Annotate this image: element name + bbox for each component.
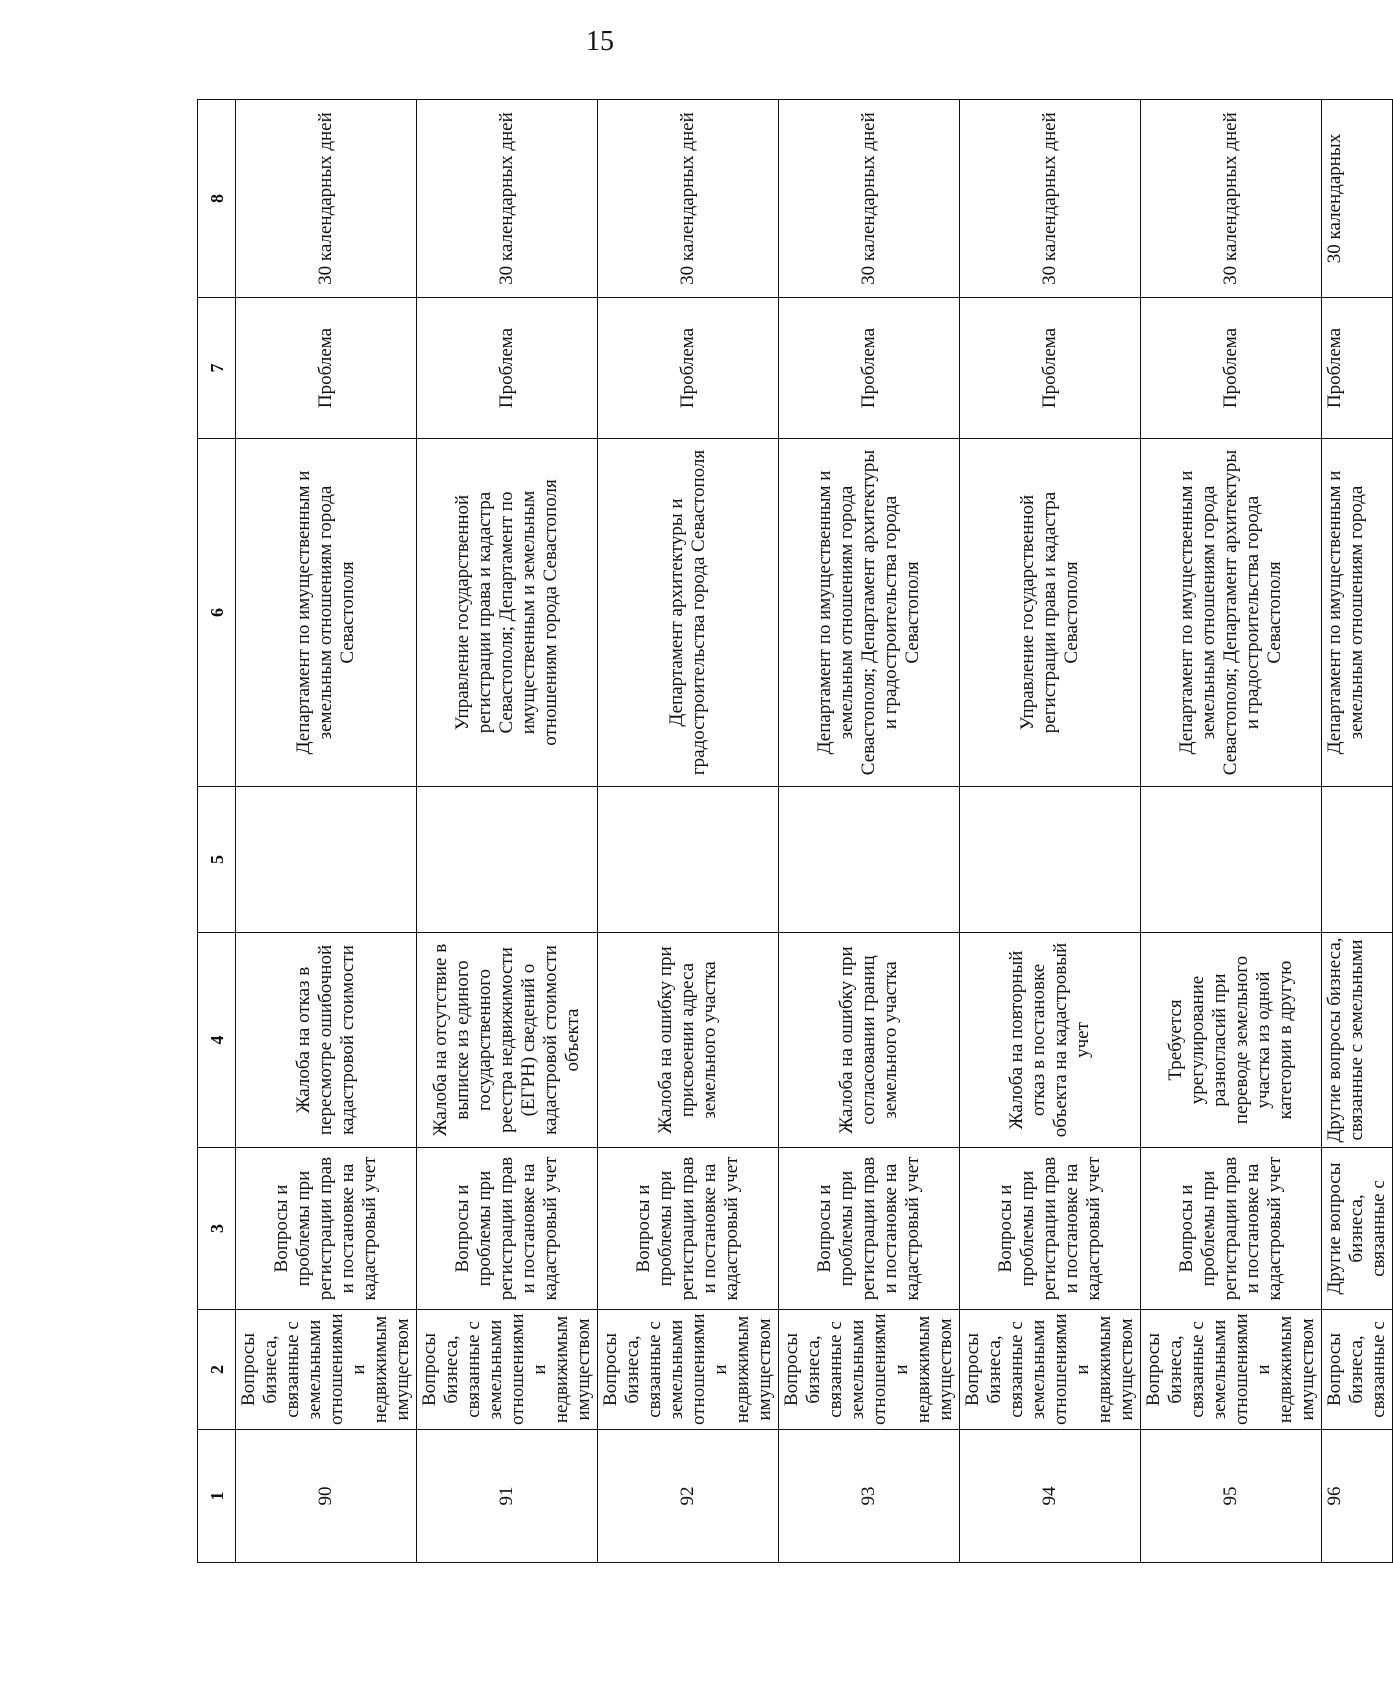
cell-issue: Другие вопросы бизнеса, связанные с земельными — [1322, 933, 1393, 1148]
column-header: 4 — [198, 933, 236, 1148]
cell-type: Проблема — [236, 298, 417, 439]
table-row — [598, 100, 779, 1563]
cell-type: Проблема — [960, 298, 1141, 439]
cell-area: Вопросы бизнеса, связанные с земельными отношениями и недвижимым имуществом — [236, 1310, 417, 1430]
cell-number: 96 — [1322, 1430, 1393, 1563]
cell-term: 30 календарных дней — [236, 100, 417, 298]
column-header: 3 — [198, 1148, 236, 1310]
cell-term: 30 календарных дней — [417, 100, 598, 298]
table-row — [417, 100, 598, 1563]
table-row — [1141, 100, 1322, 1563]
cell-term: 30 календарных дней — [960, 100, 1141, 298]
cell-number: 90 — [236, 1430, 417, 1563]
cell-issue: Жалоба на повторный отказ в постановке объекта на кадастровый учет — [960, 933, 1141, 1148]
cell-col5 — [1322, 787, 1393, 933]
cell-term: 30 календарных дней — [779, 100, 960, 298]
cell-agency: Управление государственной регистрации права и кадастра Севастополя — [960, 439, 1141, 787]
cell-col5 — [779, 787, 960, 933]
cell-number: 92 — [598, 1430, 779, 1563]
cell-issue: Жалоба на ошибку при присвоении адреса земельного участка — [598, 933, 779, 1148]
cell-topic: Вопросы и проблемы при регистрации прав и постановке на кадастровый учет — [598, 1148, 779, 1310]
cell-area: Вопросы бизнеса, связанные с — [1322, 1310, 1393, 1430]
cell-type: Проблема — [598, 298, 779, 439]
cell-topic: Другие вопросы бизнеса, связанные с — [1322, 1148, 1393, 1310]
cell-agency: Департамент архитектуры и градостроительства города Севастополя — [598, 439, 779, 787]
cell-term: 30 календарных — [1322, 100, 1393, 298]
cell-type: Проблема — [1141, 298, 1322, 439]
cell-agency: Департамент по имущественным и земельным отношениям города Севастополя — [236, 439, 417, 787]
cell-number: 95 — [1141, 1430, 1322, 1563]
cell-type: Проблема — [779, 298, 960, 439]
cell-topic: Вопросы и проблемы при регистрации прав и постановке на кадастровый учет — [1141, 1148, 1322, 1310]
column-header: 6 — [198, 439, 236, 787]
table-row — [960, 100, 1141, 1563]
cell-agency: Управление государственной регистрации права и кадастра Севастополя; Департамент по имущественным и земельным отношениям города Севастополя — [417, 439, 598, 787]
cell-area: Вопросы бизнеса, связанные с земельными отношениями и недвижимым имуществом — [1141, 1310, 1322, 1430]
cell-agency: Департамент по имущественным и земельным отношениям города Севастополя; Департамент архитектуры и градостроительства города Севастополя — [1141, 439, 1322, 787]
table-row — [1322, 100, 1393, 1563]
cell-area: Вопросы бизнеса, связанные с земельными отношениями и недвижимым имуществом — [779, 1310, 960, 1430]
cell-col5 — [236, 787, 417, 933]
column-header: 8 — [198, 100, 236, 298]
cell-number: 91 — [417, 1430, 598, 1563]
cell-term: 30 календарных дней — [1141, 100, 1322, 298]
cell-term: 30 календарных дней — [598, 100, 779, 298]
cell-issue: Жалоба на отказ в пересмотре ошибочной кадастровой стоимости — [236, 933, 417, 1148]
page-number: 15 — [586, 26, 614, 57]
cell-issue: Требуется урегулирование разногласий при переводе земельного участка из одной категории в другую — [1141, 933, 1322, 1148]
column-header: 2 — [198, 1310, 236, 1430]
cell-topic: Вопросы и проблемы при регистрации прав и постановке на кадастровый учет — [960, 1148, 1141, 1310]
cell-issue: Жалоба на отсутствие в выписке из единого государственного реестра недвижимости (ЕГРН) сведений о кадастровой стоимости объекта — [417, 933, 598, 1148]
column-header: 7 — [198, 298, 236, 439]
cell-type: Проблема — [1322, 298, 1393, 439]
cell-col5 — [417, 787, 598, 933]
column-header: 1 — [198, 1430, 236, 1563]
cell-agency: Департамент по имущественным и земельным отношениям города — [1322, 439, 1393, 787]
header-row — [198, 100, 236, 1563]
table-row — [779, 100, 960, 1563]
cell-topic: Вопросы и проблемы при регистрации прав и постановке на кадастровый учет — [417, 1148, 598, 1310]
cell-col5 — [598, 787, 779, 933]
cell-issue: Жалоба на ошибку при согласовании границ земельного участка — [779, 933, 960, 1148]
cell-topic: Вопросы и проблемы при регистрации прав и постановке на кадастровый учет — [236, 1148, 417, 1310]
cell-number: 93 — [779, 1430, 960, 1563]
cell-area: Вопросы бизнеса, связанные с земельными отношениями и недвижимым имуществом — [598, 1310, 779, 1430]
cell-col5 — [960, 787, 1141, 933]
cell-number: 94 — [960, 1430, 1141, 1563]
table-row — [236, 100, 417, 1563]
cell-area: Вопросы бизнеса, связанные с земельными отношениями и недвижимым имуществом — [417, 1310, 598, 1430]
cell-type: Проблема — [417, 298, 598, 439]
data-table — [197, 99, 1393, 1563]
cell-agency: Департамент по имущественным и земельным отношениям города Севастополя; Департамент архитектуры и градостроительства города Севастополя — [779, 439, 960, 787]
cell-col5 — [1141, 787, 1322, 933]
rotated-table-container — [197, 100, 1389, 1563]
cell-area: Вопросы бизнеса, связанные с земельными отношениями и недвижимым имуществом — [960, 1310, 1141, 1430]
column-header: 5 — [198, 787, 236, 933]
cell-topic: Вопросы и проблемы при регистрации прав и постановке на кадастровый учет — [779, 1148, 960, 1310]
